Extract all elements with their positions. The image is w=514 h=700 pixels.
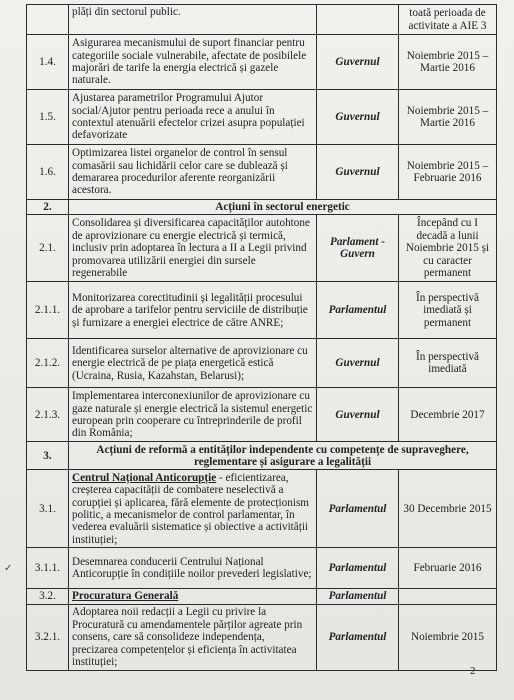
table-row: [27, 215, 497, 282]
row-number: 1.5.: [27, 90, 69, 145]
deadline: Februarie 2016: [399, 548, 497, 589]
section-header-row: [27, 442, 497, 470]
responsible-party: Parlamentul: [317, 604, 399, 670]
responsible-party: Parlamentul: [317, 589, 399, 604]
action-description: plăți din sectorul public.: [69, 5, 317, 35]
row-number: 2.1.3.: [27, 388, 69, 442]
table-row: [27, 470, 497, 548]
action-plan-table: [26, 4, 497, 671]
row-number: 3.1.1.: [27, 548, 69, 589]
table-row: [27, 35, 497, 90]
deadline: toată perioada de activitate a AIE 3: [399, 5, 497, 35]
action-description: [69, 470, 317, 548]
responsible-party: [317, 5, 399, 35]
section-header-row: [27, 200, 497, 215]
responsible-party: Guvernul: [317, 90, 399, 145]
deadline: Noiembrie 2015 – Februarie 2016: [399, 145, 497, 200]
table-row: [27, 282, 497, 339]
institution-heading: Procuratura Generală: [72, 590, 179, 603]
institution-heading: Centrul Național Anticorupție: [72, 471, 217, 484]
section-title: Acțiuni de reformă a entităților independente cu competențe de supraveghere, reglementare și asigurare a legalității: [69, 442, 497, 470]
responsible-party: Guvernul: [317, 145, 399, 200]
action-description: Adoptarea noii redacții a Legii cu privire la Procuratură cu amendamentele părților agreate prin consens, care să consolideze independența, precizarea competențelor și eficiența în activitatea instituției;: [69, 604, 317, 670]
deadline: 30 Decembrie 2015: [399, 470, 497, 548]
action-description: Asigurarea mecanismului de suport financiar pentru categoriile sociale vulnerabile, afectate de posibilele majorări de tarife la energia electrică și gazele naturale.: [69, 35, 317, 90]
table-row: [27, 90, 497, 145]
deadline: În perspectivă imediată și permanent: [399, 282, 497, 339]
action-description: [69, 589, 317, 604]
row-number: 2.1.1.: [27, 282, 69, 339]
responsible-party: Parlamentul: [317, 548, 399, 589]
row-number: 2.1.: [27, 215, 69, 282]
responsible-party: Guvernul: [317, 35, 399, 90]
row-number: 3.2.1.: [27, 604, 69, 670]
section-number: 2.: [27, 200, 69, 215]
action-detail: - eficientizarea, creșterea capacității de combatere neselectivă a corupției și aplicarea, fără elemente de protecționism politic, a mecanismelor de control parlamentar, în vederea evaluării sistematice și obiective a activității instituției;: [72, 471, 310, 546]
action-description: Identificarea surselor alternative de aprovizionare cu energie electrică de pe piața energetică estică (Ucraina, Rusia, Kazahstan, Belarusi);: [69, 339, 317, 388]
deadline: Noiembrie 2015 – Martie 2016: [399, 90, 497, 145]
section-number: 3.: [27, 442, 69, 470]
margin-check-mark: ✓: [4, 563, 13, 574]
row-number: 3.1.: [27, 470, 69, 548]
table-row: [27, 604, 497, 670]
deadline: Decembrie 2017: [399, 388, 497, 442]
deadline: Noiembrie 2015: [399, 604, 497, 670]
responsible-party: Parlamentul: [317, 470, 399, 548]
row-number: 3.2.: [27, 589, 69, 604]
responsible-party: Parlament - Guvern: [317, 215, 399, 282]
table-row: [27, 589, 497, 604]
page-number: 2: [470, 665, 476, 677]
table-row: [27, 5, 497, 35]
action-description: Implementarea interconexiunilor de aprovizionare cu gaze naturale și energie electrică la sistemul energetic european prin cooperare cu întreprinderile de profil din România;: [69, 388, 317, 442]
responsible-party: Parlamentul: [317, 282, 399, 339]
responsible-party: Guvernul: [317, 388, 399, 442]
table-row: [27, 388, 497, 442]
action-description: Ajustarea parametrilor Programului Ajutor social/Ajutor pentru perioada rece a anului în contextul atenuării efectelor crizei asupra populației defavorizate: [69, 90, 317, 145]
section-title: Acțiuni în sectorul energetic: [69, 200, 497, 215]
responsible-party: Guvernul: [317, 339, 399, 388]
action-description: Optimizarea listei organelor de control în sensul comasării sau lichidării celor care se dublează și demararea procedurilor aferente reorganizării acestora.: [69, 145, 317, 200]
action-description: Consolidarea și diversificarea capacităților autohtone de aprovizionare cu energie electrică și termică, inclusiv prin adoptarea în lectura a II a Legii privind promovarea utilizării energiei din sursele regenerabile: [69, 215, 317, 282]
deadline: [399, 589, 497, 604]
table-row: [27, 339, 497, 388]
deadline: Începând cu I decadă a lunii Noiembrie 2015 și cu caracter permanent: [399, 215, 497, 282]
action-description: Desemnarea conducerii Centrului Național Anticorupție în condițiile noilor prevederi legislative;: [69, 548, 317, 589]
row-number: [27, 5, 69, 35]
row-number: 1.6.: [27, 145, 69, 200]
row-number: 2.1.2.: [27, 339, 69, 388]
row-number: 1.4.: [27, 35, 69, 90]
table-row: [27, 145, 497, 200]
table-row: [27, 548, 497, 589]
deadline: În perspectivă imediată: [399, 339, 497, 388]
deadline: Noiembrie 2015 – Martie 2016: [399, 35, 497, 90]
action-description: Monitorizarea corectitudinii și legalității procesului de aprobare a tarifelor pentru serviciile de distribuție și furnizare a energiei electrice de către ANRE;: [69, 282, 317, 339]
